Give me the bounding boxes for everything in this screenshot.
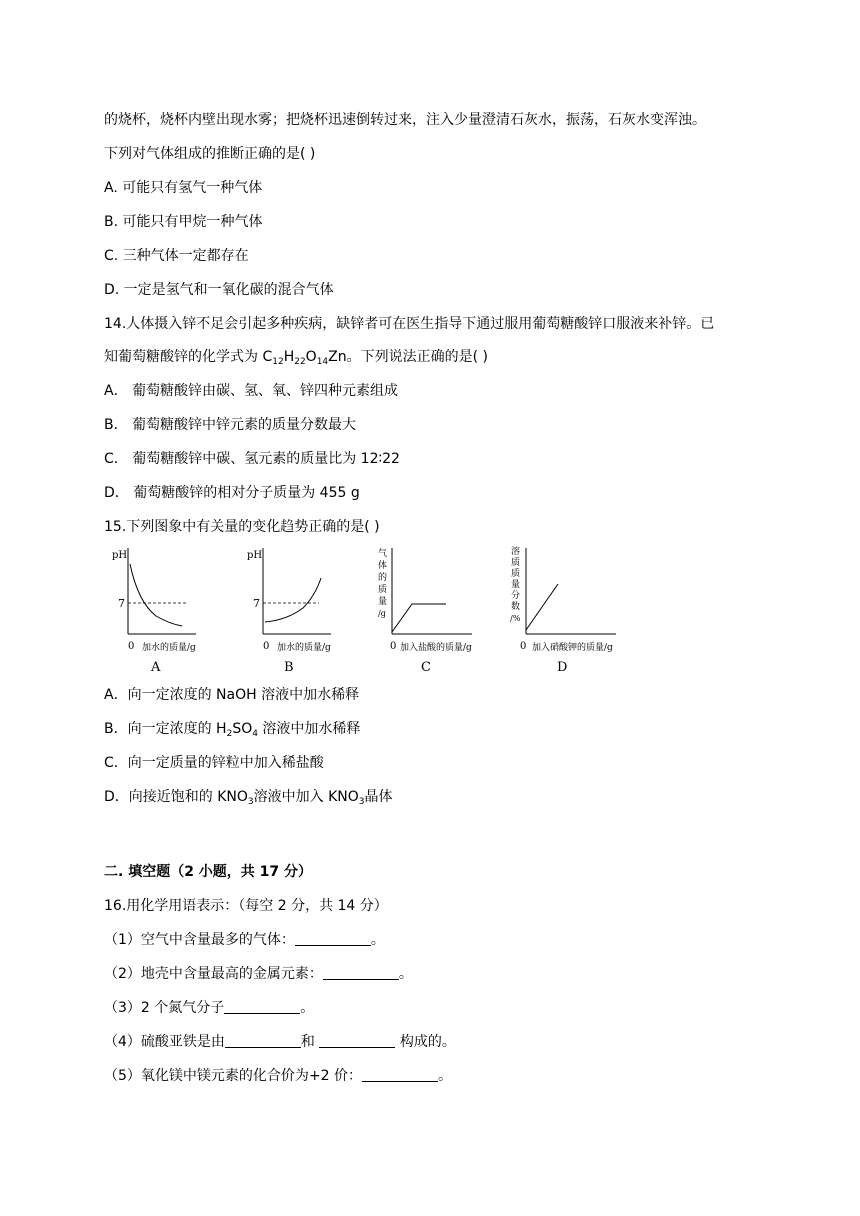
q16-item-4-mid: 和 [300,1034,320,1050]
graph-d-ylabel-6: 数 [511,602,521,612]
graph-a-label: A [151,660,161,675]
graph-c-ylabel-5: 量 [378,597,388,607]
graph-d-ylabel-1: 溶 [511,547,521,557]
graph-d-ylabel-7: /% [510,614,521,623]
q15-option-d [104,787,393,807]
q16-item-2-text: （2）地壳中含量最高的金属元素： [104,966,323,982]
q13-stem: 下列对气体组成的推断正确的是( ) [104,146,316,162]
graph-b-seven: 7 [253,597,260,610]
q14-text-post: 。下列说法正确的是( ) [346,349,488,365]
q13-option-a: A. 可能只有氢气一种气体 [104,180,263,196]
q13-option-d: D. 一定是氢气和一氧化碳的混合气体 [104,282,334,298]
graph-a-seven: 7 [118,597,125,610]
graph-c-ylabel-4: 质 [378,585,388,595]
q16-item-1-text: （1）空气中含量最多的气体： [104,932,295,948]
q16-blank-3[interactable] [224,999,300,1014]
q15-d-sub2: 3 [358,797,365,807]
graph-d-ylabel-2: 质 [511,558,521,568]
q16-blank-1[interactable] [295,931,371,946]
q16-item-4 [104,1032,456,1052]
q14-sub-h: 22 [294,357,306,367]
q16-item-4-text: （4）硫酸亚铁是由 [104,1034,225,1050]
graph-d-ylabel-3: 质 [511,569,521,579]
q16-blank-4a[interactable] [225,1033,301,1048]
q14-sub-c: 12 [272,357,284,367]
q15-d-post: 晶体 [364,789,393,805]
q16-item-3 [104,998,314,1018]
q14-stem-line1: 14.人体摄入锌不足会引起多种疾病，缺锌者可在医生指导下通过服用葡萄糖酸锌口服液来补锌。已 [104,316,715,332]
q16-item-3-text: （3）2 个氮气分子 [104,1000,225,1016]
q15-d-mid: 溶液中加入 KNO [253,789,359,805]
graph-d-ylabel-5: 分 [511,591,521,601]
q16-item-2 [104,964,413,984]
q15-b-post: 溶液中加水稀释 [257,721,361,737]
q15-d-sub1: 3 [247,797,254,807]
graph-b-zero: 0 [263,641,270,652]
q15-option-b [104,719,360,739]
graph-c-xlabel: 加入盐酸的质量/g [400,643,472,653]
q16-blank-2[interactable] [323,965,399,980]
q15-stem: 15.下列图象中有关量的变化趋势正确的是( ) [104,519,380,535]
graph-c-zero: 0 [390,641,397,652]
graph-c-ylabel-1: 气 [378,549,388,559]
graph-a-ph: pH [112,550,128,561]
graph-c-ylabel-3: 的 [378,573,388,583]
q16-item-1-end: 。 [370,932,385,948]
q16-item-1 [104,930,385,950]
graph-c [376,544,486,656]
q15-b-mid: SO [232,721,253,737]
graph-d [508,544,622,656]
q16-item-4-post: 构成的。 [395,1034,456,1050]
q14-option-a: A． 葡萄糖酸锌由碳、氢、氧、锌四种元素组成 [104,383,399,399]
graph-d-label: D [557,660,568,675]
q15-d-text: D．向接近饱和的 KNO [104,789,248,805]
q16-item-5 [104,1066,452,1086]
q13-continuation: 的烧杯，烧杯内壁出现水雾；把烧杯迅速倒转过来，注入少量澄清石灰水，振荡，石灰水变浑浊。 [104,112,706,128]
q15-b-sub2: 4 [252,729,258,739]
graph-d-xlabel: 加入硝酸钾的质量/g [532,643,613,653]
graph-d-zero: 0 [520,641,527,652]
q15-option-c: C．向一定质量的锌粒中加入稀盐酸 [104,755,324,771]
q15-b-sub1: 2 [226,729,233,739]
q14-stem-line2 [104,347,488,367]
q16-item-3-end: 。 [300,1000,315,1016]
q15-b-text: B．向一定浓度的 H [104,721,227,737]
q14-el-zn: Zn [328,349,347,365]
q16-item-5-end: 。 [438,1068,452,1084]
q16-stem: 16.用化学用语表示：（每空 2 分，共 14 分） [104,898,388,914]
q16-item-5-text: （5）氧化镁中镁元素的化合价为+2 价： [104,1068,362,1084]
section-title: 二. 填空题（2 小题，共 17 分） [104,864,313,880]
q14-el-h: H [283,349,295,365]
q14-sub-o: 14 [316,357,329,367]
q16-item-2-end: 。 [398,966,413,982]
q14-option-b: B． 葡萄糖酸锌中锌元素的质量分数最大 [104,417,357,433]
graph-c-ylabel-6: /g [378,609,386,618]
q14-option-c: C． 葡萄糖酸锌中碳、氢元素的质量比为 12∶22 [104,451,400,467]
q14-text: 知葡萄糖酸锌的化学式为 C [104,349,273,365]
q13-option-b: B. 可能只有甲烷一种气体 [104,214,263,230]
graph-a [108,544,208,656]
graph-a-zero: 0 [128,641,135,652]
q13-option-c: C. 三种气体一定都存在 [104,248,249,264]
graph-a-xlabel: 加水的质量/g [142,643,196,653]
graph-b-label: B [284,660,294,675]
q16-blank-5[interactable] [362,1067,438,1082]
graph-d-ylabel-4: 量 [511,580,521,590]
graph-c-label: C [421,660,431,675]
graph-b [243,544,343,656]
q14-el-o: O [305,349,317,365]
q15-option-a: A．向一定浓度的 NaOH 溶液中加水稀释 [104,687,360,703]
graph-b-ph: pH [247,550,263,561]
graph-b-xlabel: 加水的质量/g [277,643,331,653]
graph-c-ylabel-2: 体 [378,561,388,571]
q16-blank-4b[interactable] [319,1033,395,1048]
q14-option-d: D． 葡萄糖酸锌的相对分子质量为 455 g [104,485,360,501]
